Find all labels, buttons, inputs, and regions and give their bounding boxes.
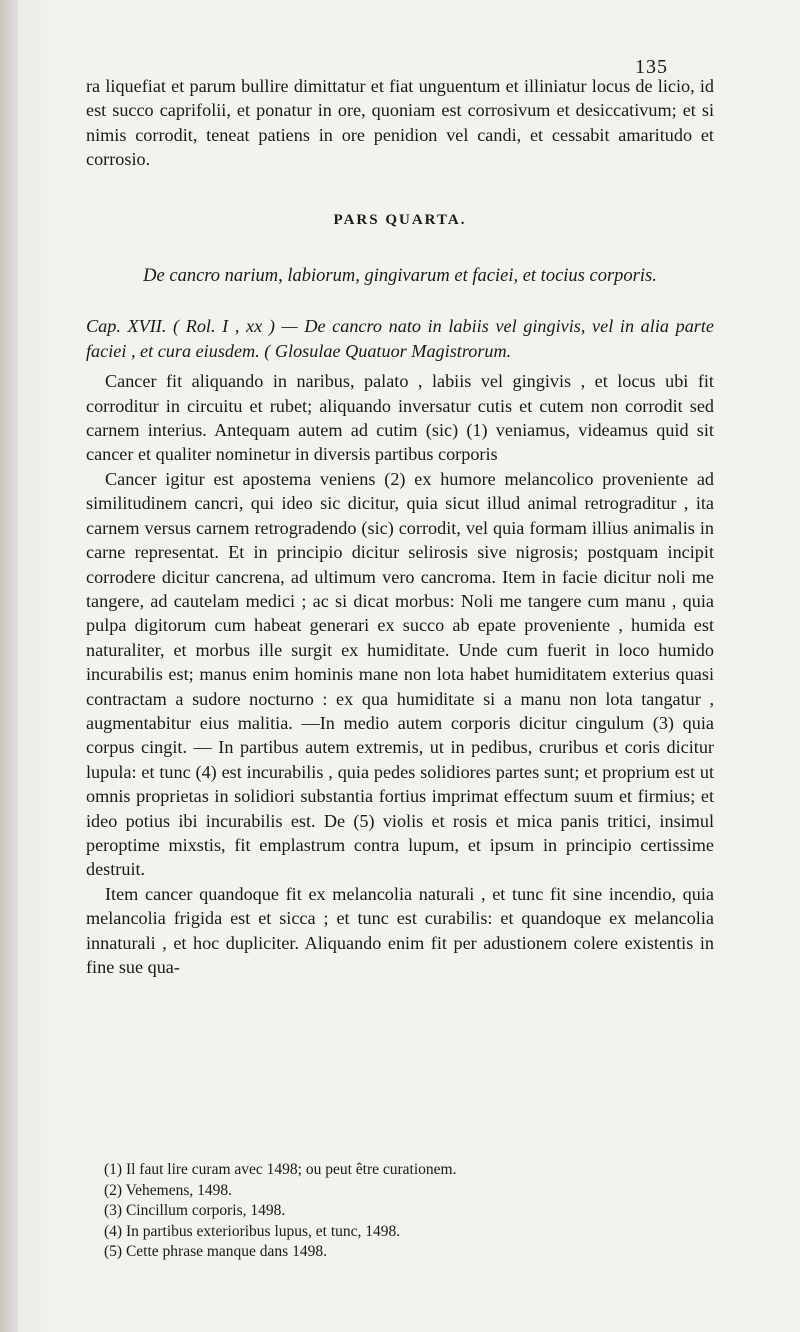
part-rubric: De cancro narium, labiorum, gingivarum et faciei, et tocius corporis. bbox=[143, 266, 657, 287]
main-text bbox=[86, 74, 714, 979]
page-number: 135 bbox=[635, 56, 668, 78]
book-spine-shadow bbox=[0, 0, 18, 1332]
chapter-heading: Cap. XVII. ( Rol. I , xx ) — De cancro nato in labiis vel gingivis, vel in alia parte faciei , et cura eiusdem. ( Glosulae Quatuor Magistrorum. bbox=[86, 316, 714, 361]
paragraph-3: Item cancer quandoque fit ex melancolia naturali , et tunc fit sine incendio, quia melancolia frigida est et sicca ; et tunc est curabilis: et quandoque ex melancolia innaturali , et hoc dupliciter. Aliquando enim fit per adustionem colere existentis in fine sue qua- bbox=[86, 883, 714, 977]
section-title: PARS QUARTA. bbox=[333, 211, 467, 228]
footnote-3: (3) Cincillum corporis, 1498. bbox=[104, 1202, 286, 1219]
footnote-5: (5) Cette phrase manque dans 1498. bbox=[104, 1243, 327, 1260]
footnote-2: (2) Vehemens, 1498. bbox=[104, 1181, 232, 1199]
footnote-1: (1) Il faut lire curam avec 1498; ou peut être curationem. bbox=[104, 1161, 457, 1178]
footnote-4: (4) In partibus exterioribus lupus, et tunc, 1498. bbox=[104, 1222, 401, 1240]
paragraph-2: Cancer igitur est apostema veniens (2) ex humore melancolico proveniente ad similitudinem cancri, qui ideo sic dicitur, quia sicut illud animal retrograditur , ita carnem versus carnem retrogradendo (sic) corrodit, vel quia formam illius animalis in carne representat. Et in principio dicitur selirosis sive nigrosis; postquam incipit corrodere dicitur cancrena, ad ultimum vero cancroma. Item in facie dicitur noli me tangere, ad cautelam medici ; ac si dicat morbus: Noli me tangere cum manu , quia pulpa digitorum cum habeat generari ex succo ab epate proveniente , humida est naturaliter, et morbus ille surgit ex humiditate. Unde cum fuerit in loco humido incurabilis est; manus enim hominis mane non lota habet humiditatem exterius quasi contractam a sudore nocturno : ex qua humiditate si a manu non lota tangatur , augmentabitur eius malitia. —In medio autem corporis dicitur cingulum (3) quia corpus cingit. — In partibus autem extremis, ut in pedibus, cruribus et coris dicitur lupula: et tunc (4) est incurabilis , quia pedes solidiores partes sunt; et proprium est ut omnis proprietas in solidiori substantia fortius imprimat effectum suum et firmius; et ideo potius ibi incurabilis est. De (5) violis et rosis et mica panis tritici, insimul peroptime mixstis, fit emplastrum contra lupum, et ipsum in principio certissime destruit. bbox=[86, 468, 714, 880]
paragraph-continuation: ra liquefiat et parum bullire dimittatur et fiat unguentum et illiniatur locus de licio, id est succo caprifolii, et ponatur in ore, quoniam est corrosivum et desiccativum; et si nimis corrodit, teneat patiens in ore penidion vel candi, et cessabit amaritudo et corrosio. bbox=[86, 76, 714, 170]
footnotes bbox=[104, 1160, 704, 1263]
paragraph-1: Cancer fit aliquando in naribus, palato , labiis vel gingivis , et locus ubi fit corroditur in circuitu et rubet; aliquando inversatur cutis et cutem non corrodit sed carnem interius. Antequam autem ad cutim (sic) (1) veniamus, videamus quid sit cancer et qualiter nominetur in diversis partibus corporis bbox=[86, 371, 714, 465]
